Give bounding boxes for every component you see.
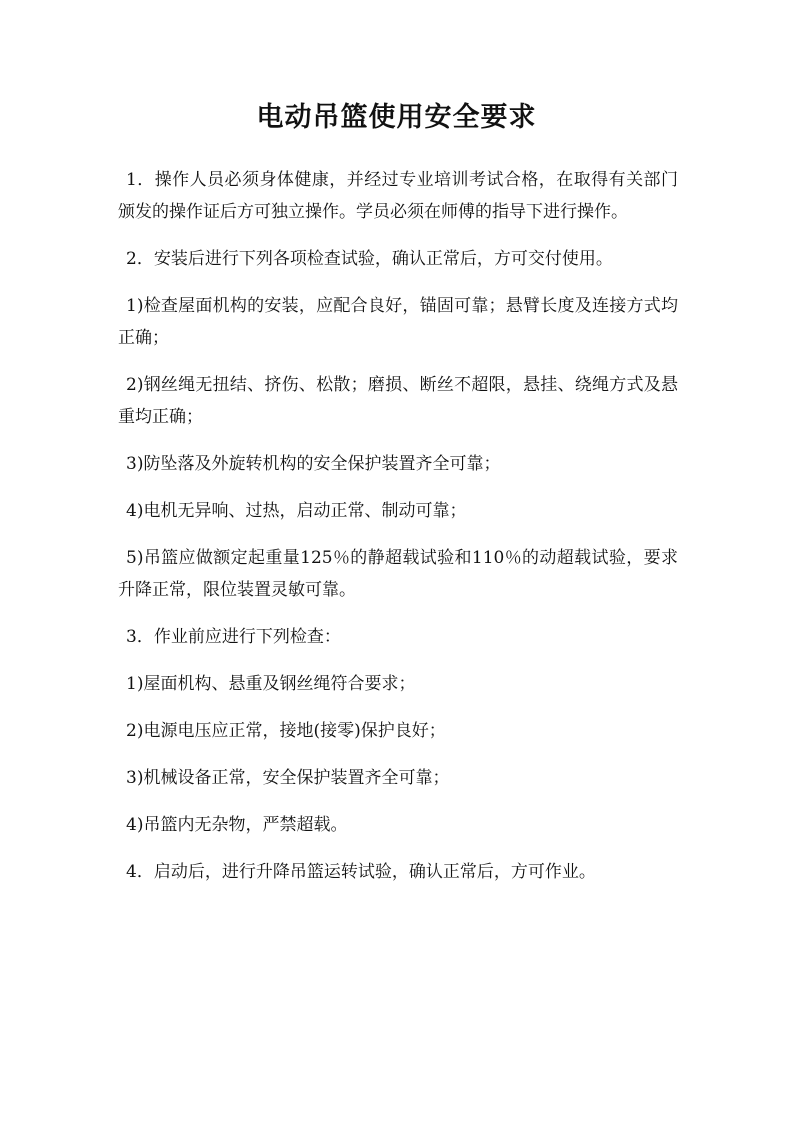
paragraph-2-item-5: 5)吊篮应做额定起重量125％的静超载试验和110％的动超载试验，要求升降正常，限位装置灵敏可靠。 bbox=[118, 548, 678, 600]
paragraph-2-item-4: 4)电机无异响、过热，启动正常、制动可靠； bbox=[126, 501, 467, 521]
paragraph-2-item-1: 1)检查屋面机构的安装，应配合良好，锚固可靠；悬臂长度及连接方式均正确； bbox=[118, 296, 678, 348]
paragraph-4: 4．启动后，进行升降吊篮运转试验，确认正常后，方可作业。 bbox=[126, 862, 596, 882]
paragraph-2: 2．安装后进行下列各项检查试验，确认正常后，方可交付使用。 bbox=[126, 249, 613, 269]
paragraph-2-item-3: 3)防坠落及外旋转机构的安全保护装置齐全可靠； bbox=[126, 454, 501, 474]
document-body bbox=[118, 164, 678, 903]
paragraph-2-item-2: 2)钢丝绳无扭结、挤伤、松散；磨损、断丝不超限，悬挂、绕绳方式及悬重均正确； bbox=[118, 375, 678, 427]
paragraph-3-item-1: 1)屋面机构、悬重及钢丝绳符合要求； bbox=[126, 674, 416, 694]
paragraph-1: 1．操作人员必须身体健康，并经过专业培训考试合格，在取得有关部门颁发的操作证后方可独立操作。学员必须在师傅的指导下进行操作。 bbox=[118, 170, 678, 222]
paragraph-3-item-3: 3)机械设备正常，安全保护装置齐全可靠； bbox=[126, 768, 450, 788]
paragraph-3: 3．作业前应进行下列检查： bbox=[126, 627, 341, 647]
paragraph-3-item-2: 2)电源电压应正常，接地(接零)保护良好； bbox=[126, 721, 446, 741]
paragraph-3-item-4: 4)吊篮内无杂物，严禁超载。 bbox=[126, 815, 348, 835]
document-title: 电动吊篮使用安全要求 bbox=[256, 102, 537, 133]
